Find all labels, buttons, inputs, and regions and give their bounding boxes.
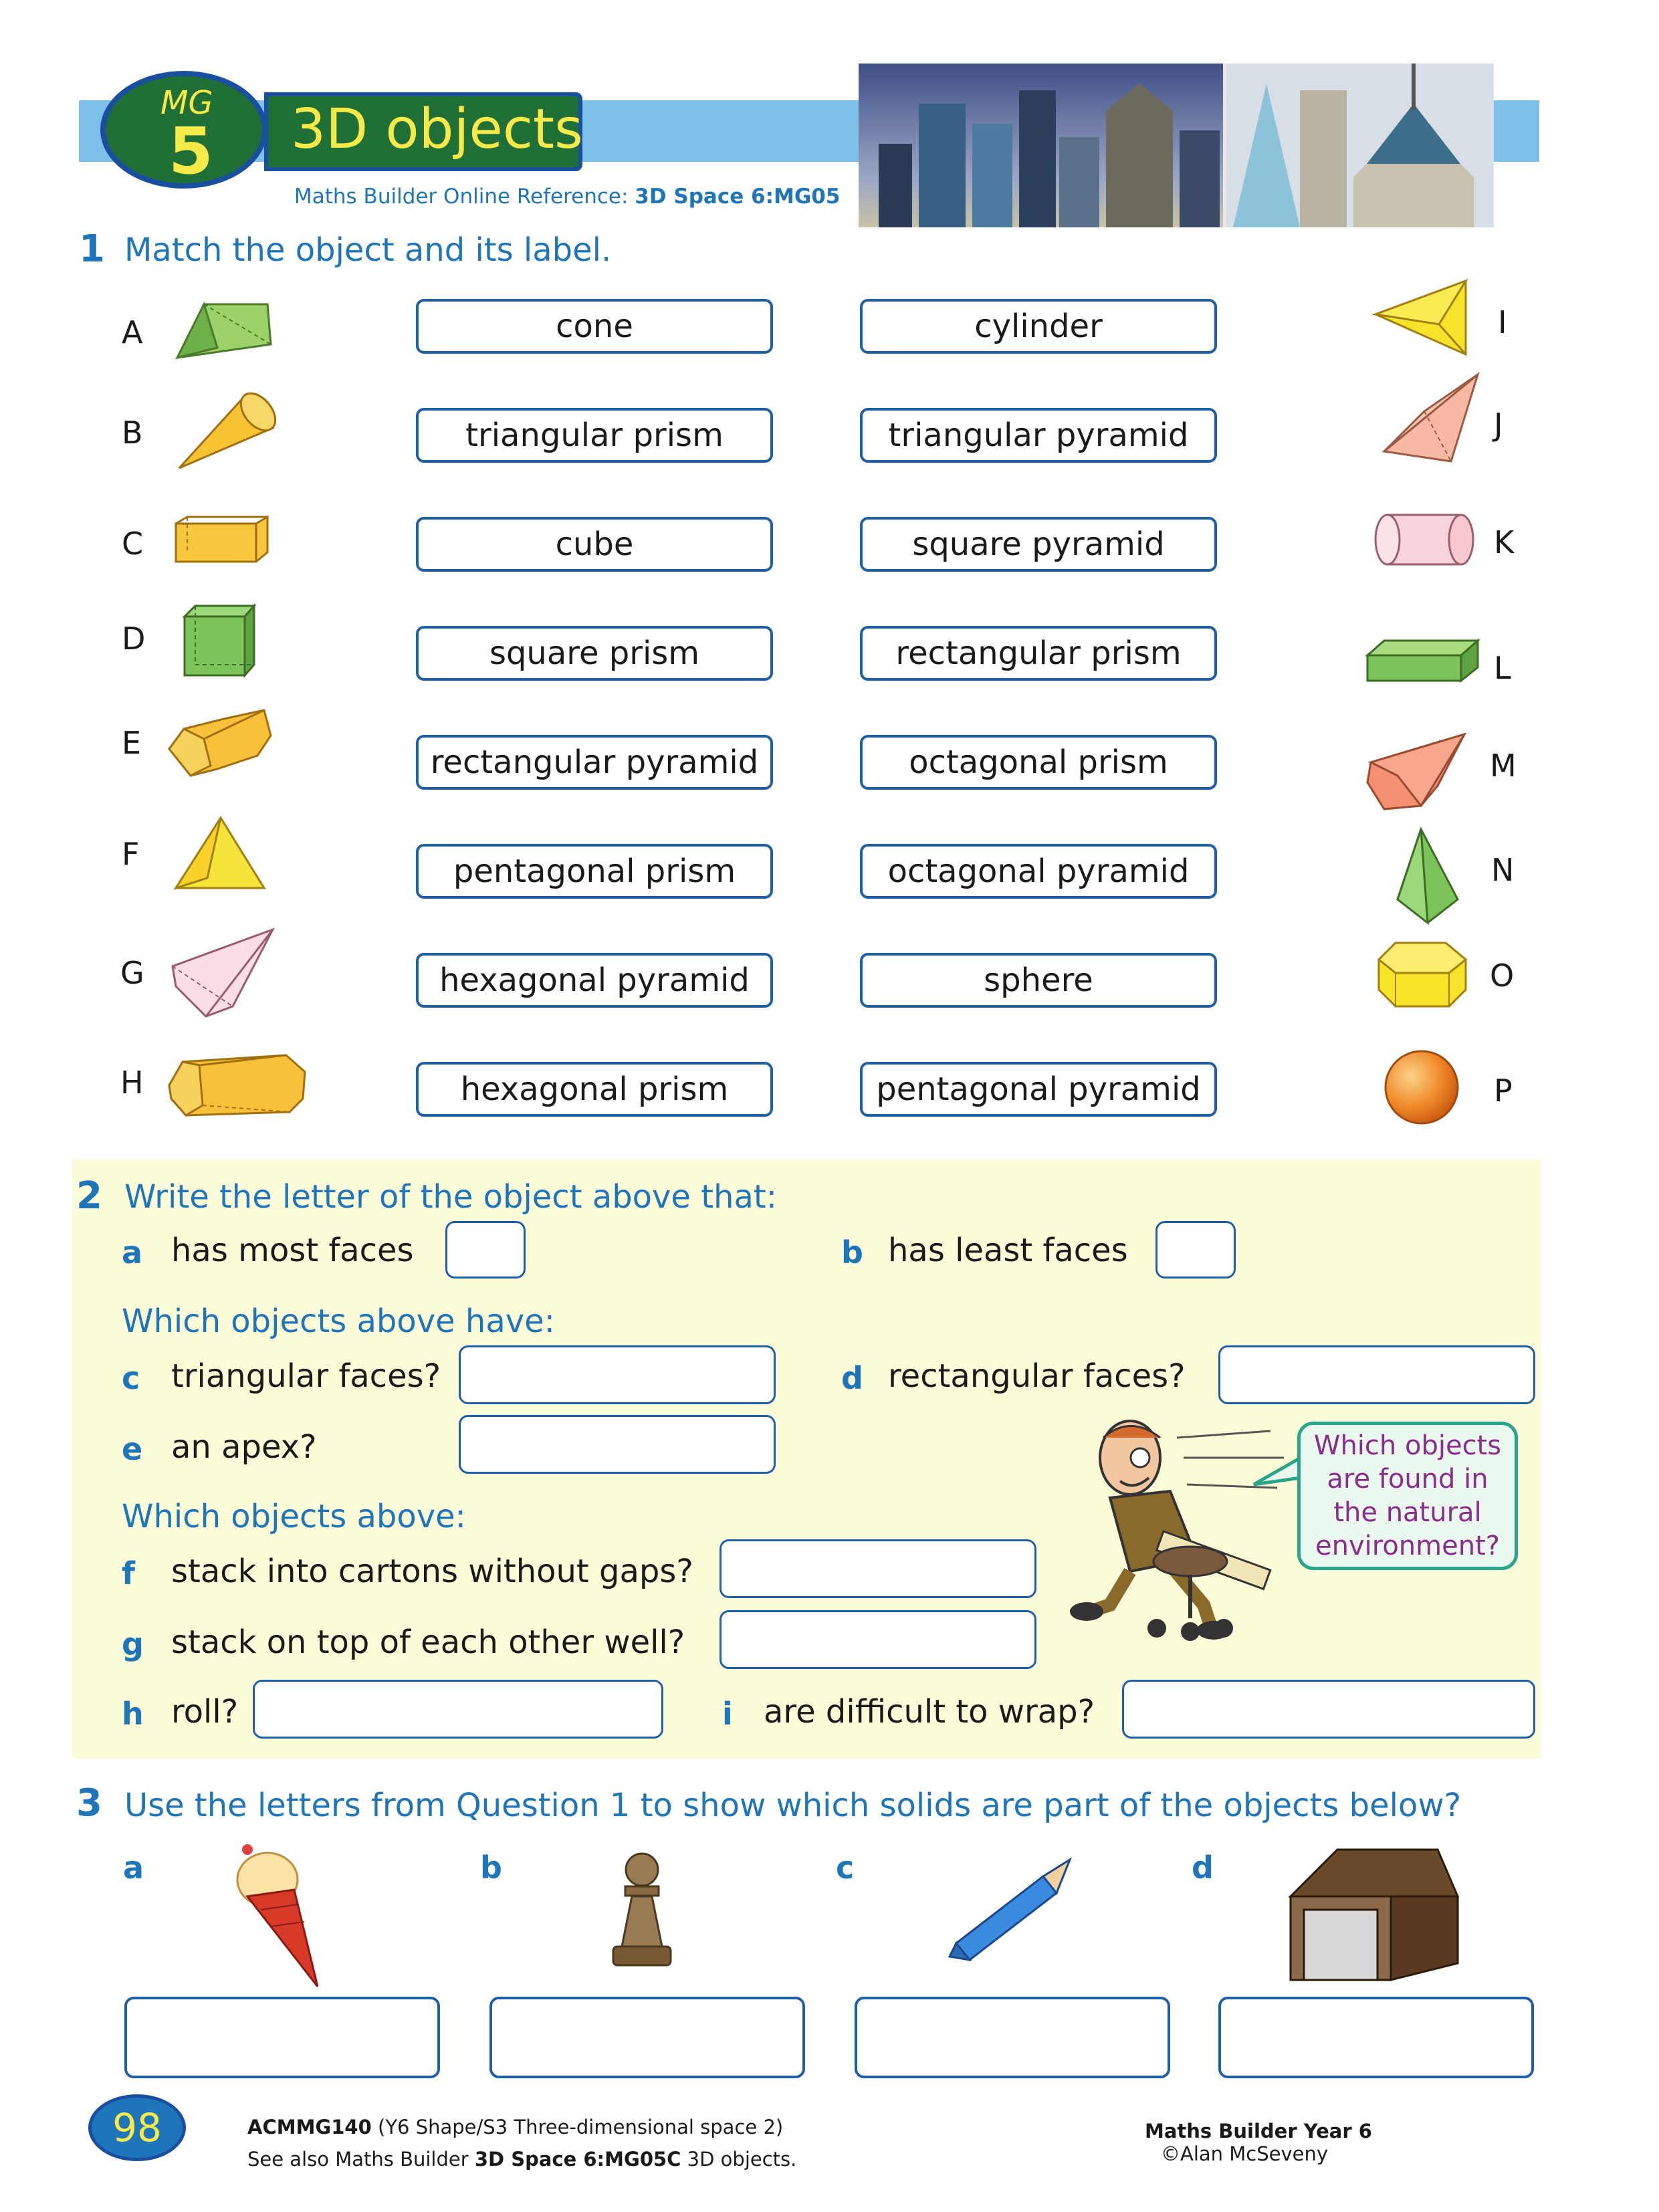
letter-K: K bbox=[1494, 524, 1515, 560]
q2f-text: stack into cartons without gaps? bbox=[171, 1553, 693, 1590]
see-also: See also Maths Builder 3D Space 6:MG05C 3D objects. bbox=[247, 2148, 797, 2171]
rectangular-prism-shape bbox=[173, 514, 273, 567]
q2-number: 2 bbox=[76, 1174, 102, 1218]
bubble-line-2: are found in bbox=[1327, 1464, 1488, 1495]
letter-F: F bbox=[122, 836, 140, 872]
label-pentagonal-pyramid: pentagonal pyramid bbox=[860, 1062, 1217, 1117]
label-hexagonal-prism: hexagonal prism bbox=[416, 1062, 773, 1117]
q2c-answer-box[interactable] bbox=[459, 1345, 776, 1404]
label-cone: cone bbox=[416, 299, 773, 354]
q2i-label: i bbox=[722, 1696, 733, 1732]
q2d-text: rectangular faces? bbox=[888, 1357, 1186, 1395]
q2-heading-above: Which objects above: bbox=[122, 1498, 466, 1535]
cartoon-professor-illustration bbox=[1070, 1411, 1297, 1645]
curriculum-code: ACMMG140 (Y6 Shape/S3 Three-dimensional space 2) bbox=[247, 2116, 784, 2138]
label-octagonal-prism: octagonal prism bbox=[860, 735, 1217, 790]
pencil-picture bbox=[943, 1856, 1077, 1963]
label-square-prism: square prism bbox=[416, 626, 773, 681]
city-skyline-photo bbox=[859, 64, 1494, 227]
q2c-text: triangular faces? bbox=[171, 1357, 441, 1395]
q2f-answer-box[interactable] bbox=[720, 1539, 1036, 1598]
q3c-label: c bbox=[836, 1850, 855, 1886]
q3b-label: b bbox=[480, 1850, 502, 1886]
q3d-answer-box[interactable] bbox=[1218, 1997, 1534, 2078]
q2b-text: has least faces bbox=[888, 1232, 1128, 1269]
speech-bubble bbox=[1297, 1422, 1518, 1570]
q2g-text: stack on top of each other well? bbox=[171, 1624, 685, 1661]
q3a-answer-box[interactable] bbox=[124, 1997, 440, 2078]
triangular-pyramid-yellow-shape bbox=[1372, 274, 1472, 361]
letter-P: P bbox=[1494, 1073, 1513, 1109]
bubble-line-3: the natural bbox=[1333, 1497, 1482, 1528]
q3b-answer-box[interactable] bbox=[489, 1997, 805, 2078]
letter-D: D bbox=[122, 621, 146, 657]
bubble-line-4: environment? bbox=[1315, 1531, 1500, 1561]
copyright: ©Alan McSeveny bbox=[1161, 2142, 1329, 2165]
q2h-answer-box[interactable] bbox=[253, 1680, 663, 1739]
letter-E: E bbox=[122, 725, 142, 761]
q2a-text: has most faces bbox=[171, 1232, 414, 1269]
letter-G: G bbox=[120, 955, 144, 991]
letter-L: L bbox=[1494, 650, 1511, 686]
q3d-label: d bbox=[1192, 1850, 1214, 1886]
q3-number: 3 bbox=[76, 1781, 102, 1825]
cube-shape bbox=[179, 602, 259, 679]
ice-cream-cone-picture bbox=[227, 1843, 334, 1990]
q2h-label: h bbox=[122, 1696, 144, 1732]
cone-shape bbox=[173, 388, 280, 475]
mg-number: 5 bbox=[169, 114, 213, 189]
q2h-text: roll? bbox=[171, 1693, 239, 1731]
letter-N: N bbox=[1491, 852, 1515, 888]
chess-pawn-picture bbox=[605, 1850, 679, 1970]
label-rectangular-pyramid: rectangular pyramid bbox=[416, 735, 773, 790]
letter-C: C bbox=[122, 526, 144, 562]
q2b-answer-box[interactable] bbox=[1155, 1221, 1236, 1279]
book-title: Maths Builder Year 6 bbox=[1145, 2120, 1372, 2142]
q3a-label: a bbox=[123, 1850, 144, 1886]
q3c-answer-box[interactable] bbox=[855, 1997, 1170, 2078]
q2e-label: e bbox=[122, 1431, 143, 1467]
q2a-label: a bbox=[122, 1234, 143, 1270]
q2i-answer-box[interactable] bbox=[1122, 1680, 1535, 1739]
q2i-text: are difficult to wrap? bbox=[764, 1693, 1095, 1731]
q1-prompt: Match the object and its label. bbox=[124, 231, 612, 269]
mg-prefix: MG bbox=[160, 84, 213, 122]
q1-number: 1 bbox=[79, 227, 105, 271]
letter-J: J bbox=[1494, 407, 1503, 443]
q2e-text: an apex? bbox=[171, 1428, 317, 1466]
hexagonal-prism-shape bbox=[166, 1048, 310, 1122]
square-prism-green-shape bbox=[1364, 635, 1484, 685]
q2-heading-have: Which objects above have: bbox=[122, 1303, 555, 1340]
cylinder-shape bbox=[1371, 510, 1478, 570]
label-hexagonal-pyramid: hexagonal pyramid bbox=[416, 953, 773, 1008]
q2b-label: b bbox=[841, 1234, 863, 1270]
label-octagonal-pyramid: octagonal pyramid bbox=[860, 844, 1217, 899]
q2c-label: c bbox=[122, 1360, 140, 1396]
page-title: 3D objects bbox=[291, 98, 583, 161]
label-cylinder: cylinder bbox=[860, 299, 1217, 354]
triangular-prism-shape bbox=[171, 294, 278, 368]
label-square-pyramid: square pyramid bbox=[860, 517, 1217, 572]
q2f-label: f bbox=[122, 1555, 136, 1591]
letter-A: A bbox=[122, 314, 143, 350]
label-triangular-pyramid: triangular pyramid bbox=[860, 408, 1217, 463]
letter-B: B bbox=[122, 415, 143, 451]
online-reference: Maths Builder Online Reference: 3D Space 6:MG05 bbox=[294, 185, 841, 209]
label-rectangular-prism: rectangular prism bbox=[860, 626, 1217, 681]
triangular-pyramid-pink-shape bbox=[1377, 371, 1484, 468]
q2-prompt: Write the letter of the object above that: bbox=[124, 1178, 777, 1216]
label-sphere: sphere bbox=[860, 953, 1217, 1008]
q2d-label: d bbox=[841, 1360, 863, 1396]
pentagonal-prism-shape bbox=[164, 702, 278, 782]
letter-I: I bbox=[1498, 304, 1507, 340]
q2g-label: g bbox=[122, 1626, 144, 1662]
q2g-answer-box[interactable] bbox=[720, 1610, 1036, 1669]
q2a-answer-box[interactable] bbox=[445, 1221, 526, 1279]
q2d-answer-box[interactable] bbox=[1218, 1345, 1535, 1404]
label-pentagonal-prism: pentagonal prism bbox=[416, 844, 773, 899]
speech-bubble-tail bbox=[1250, 1451, 1304, 1498]
square-pyramid-shape bbox=[171, 814, 271, 895]
letter-M: M bbox=[1490, 748, 1517, 784]
bubble-line-1: Which objects bbox=[1313, 1430, 1502, 1461]
letter-O: O bbox=[1490, 958, 1515, 994]
pentagonal-pyramid-shape bbox=[166, 926, 280, 1020]
label-triangular-prism: triangular prism bbox=[416, 408, 773, 463]
octagonal-prism-shape bbox=[1372, 936, 1472, 1013]
q2e-answer-box[interactable] bbox=[459, 1415, 776, 1474]
square-pyramid-green-shape bbox=[1391, 826, 1464, 926]
shed-picture bbox=[1284, 1843, 1464, 1990]
sphere-shape bbox=[1383, 1048, 1463, 1129]
label-cube: cube bbox=[416, 517, 773, 572]
hexagonal-pyramid-shape bbox=[1364, 729, 1471, 816]
letter-H: H bbox=[120, 1065, 144, 1101]
page-number: 98 bbox=[88, 2094, 186, 2161]
q3-prompt: Use the letters from Question 1 to show which solids are part of the objects below? bbox=[124, 1787, 1462, 1824]
